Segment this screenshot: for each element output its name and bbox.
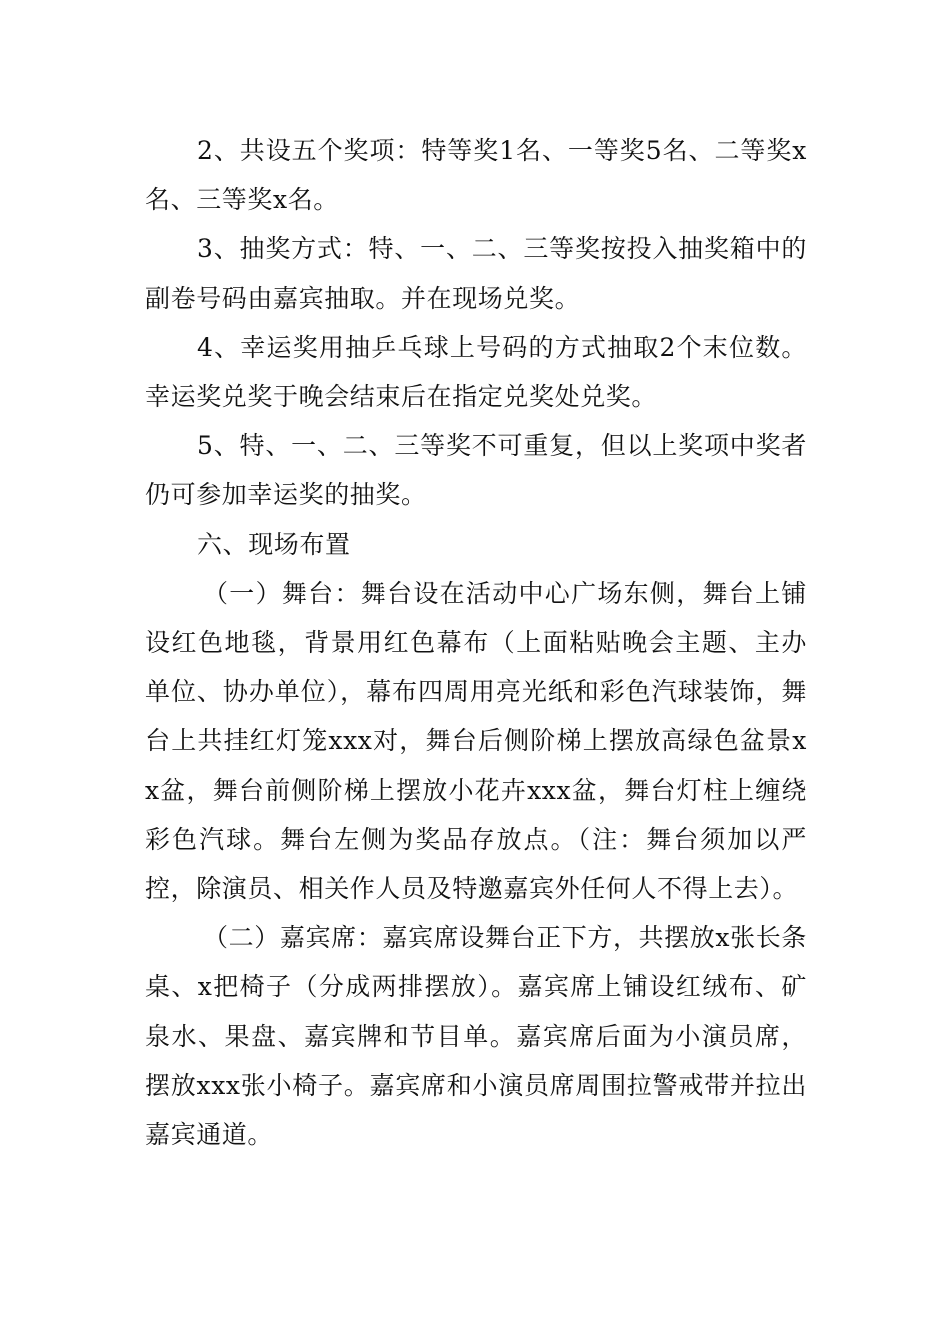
paragraph-draw-method: 3、抽奖方式：特、一、二、三等奖按投入抽奖箱中的副卷号码由嘉宾抽取。并在现场兑奖。 bbox=[145, 234, 807, 313]
document-body bbox=[145, 126, 807, 1159]
paragraph-no-repeat: 5、特、一、二、三等奖不可重复，但以上奖项中奖者仍可参加幸运奖的抽奖。 bbox=[145, 431, 807, 510]
paragraph-guest-seats: （二）嘉宾席：嘉宾席设舞台正下方，共摆放x张长条桌、x把椅子（分成两排摆放）。嘉宾席上铺设红绒布、矿泉水、果盘、嘉宾牌和节目单。嘉宾席后面为小演员席，摆放xxx张小椅子。嘉宾席和小演员席周围拉警戒带并拉出嘉宾通道。 bbox=[145, 923, 807, 1150]
paragraph-lucky-prize: 4、幸运奖用抽乒乓球上号码的方式抽取2个末位数。幸运奖兑奖于晚会结束后在指定兑奖处兑奖。 bbox=[145, 332, 807, 412]
paragraph-prize-count: 2、共设五个奖项：特等奖1名、一等奖5名、二等奖x名、三等奖x名。 bbox=[145, 136, 807, 215]
paragraph-stage: （一）舞台：舞台设在活动中心广场东侧，舞台上铺设红色地毯，背景用红色幕布（上面粘贴晚会主题、主办单位、协办单位），幕布四周用亮光纸和彩色汽球装饰，舞台上共挂红灯笼xxx对，舞台后侧阶梯上摆放高绿色盆景xx盆，舞台前侧阶梯上摆放小花卉xxx盆，舞台灯柱上缠绕彩色汽球。舞台左侧为奖品存放点。（注：舞台须加以严控，除演员、相关作人员及特邀嘉宾外任何人不得上去）。 bbox=[145, 578, 807, 904]
section-heading-venue: 六、现场布置 bbox=[197, 529, 351, 559]
